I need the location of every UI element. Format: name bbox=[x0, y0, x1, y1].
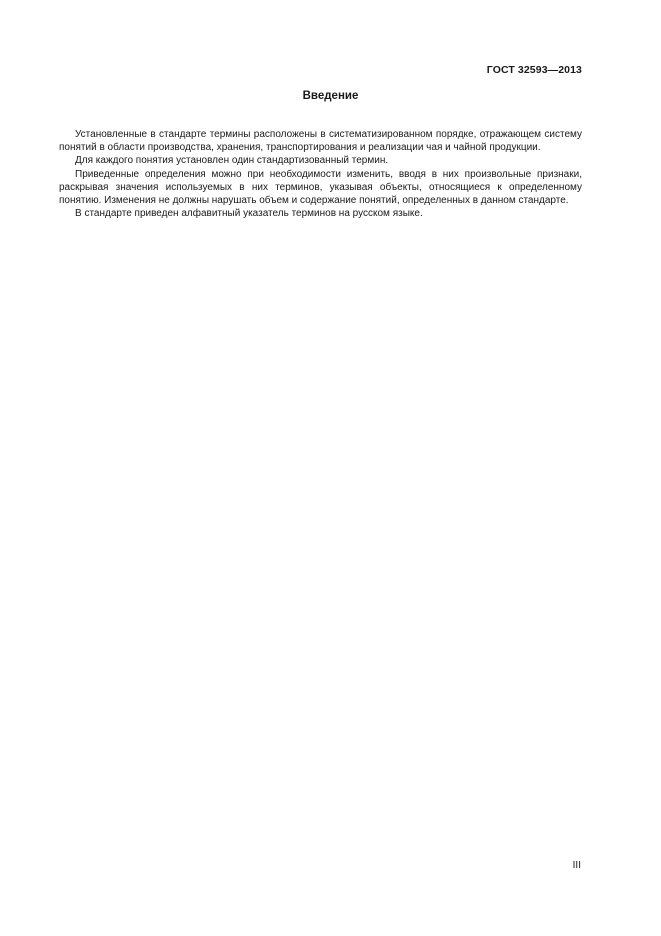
section-title: Введение bbox=[302, 90, 359, 102]
paragraph: Установленные в стандарте термины расположены в систематизированном порядке, отражающем систему понятий в области производства, хранения, транспортирования и реализации чая и чайной продукции. bbox=[59, 129, 582, 154]
document-code: ГОСТ 32593—2013 bbox=[486, 64, 582, 76]
page-number: III bbox=[572, 860, 581, 871]
introduction-body bbox=[59, 128, 582, 220]
paragraph: Приведенные определения можно при необходимости изменить, вводя в них произвольные признаки, раскрывая значения используемых в них терминов, указывая объекты, относящиеся к определенному понятию. Изменения не должны нарушать объем и содержание понятий, определенных в данном стандарте. bbox=[59, 168, 582, 207]
paragraph: В стандарте приведен алфавитный указатель терминов на русском языке. bbox=[75, 208, 423, 220]
paragraph: Для каждого понятия установлен один стандартизованный термин. bbox=[75, 155, 389, 167]
